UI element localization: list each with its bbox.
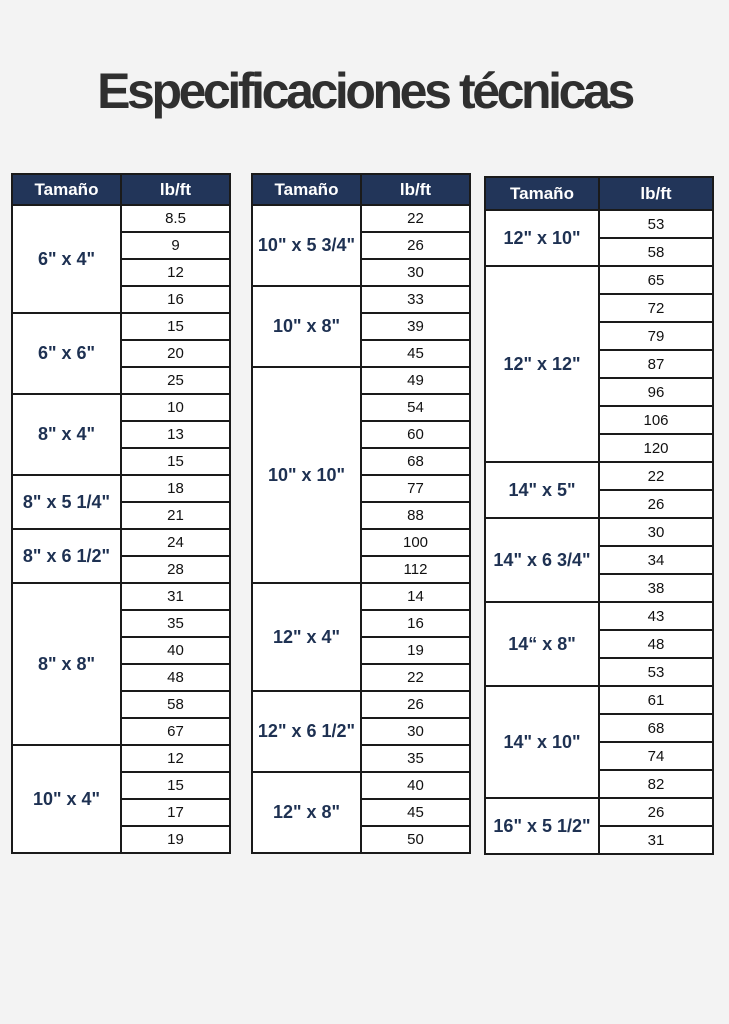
weight-cell: 40	[361, 772, 470, 799]
page-title: Especificaciones técnicas	[97, 63, 632, 119]
size-cell: 6" x 6"	[12, 313, 121, 394]
weight-cell: 106	[599, 406, 713, 434]
size-cell: 14" x 6 3/4"	[485, 518, 599, 602]
header-size: Tamaño	[485, 177, 599, 210]
table-row	[485, 686, 713, 714]
weight-cell: 26	[599, 798, 713, 826]
table-row	[12, 745, 230, 772]
spec-table-1	[11, 173, 231, 854]
weight-cell: 45	[361, 340, 470, 367]
weight-cell: 22	[361, 205, 470, 232]
weight-cell: 87	[599, 350, 713, 378]
weight-cell: 45	[361, 799, 470, 826]
size-cell: 8" x 4"	[12, 394, 121, 475]
weight-cell: 24	[121, 529, 230, 556]
weight-cell: 54	[361, 394, 470, 421]
table-row	[485, 602, 713, 630]
weight-cell: 49	[361, 367, 470, 394]
weight-cell: 30	[599, 518, 713, 546]
weight-cell: 33	[361, 286, 470, 313]
weight-cell: 31	[121, 583, 230, 610]
header-weight: lb/ft	[599, 177, 713, 210]
table-row	[485, 518, 713, 546]
table-row	[252, 367, 470, 394]
table-row	[12, 205, 230, 232]
weight-cell: 15	[121, 772, 230, 799]
weight-cell: 19	[361, 637, 470, 664]
weight-cell: 61	[599, 686, 713, 714]
weight-cell: 74	[599, 742, 713, 770]
table-row	[12, 475, 230, 502]
weight-cell: 17	[121, 799, 230, 826]
weight-cell: 120	[599, 434, 713, 462]
weight-cell: 26	[361, 691, 470, 718]
spec-table-3	[484, 176, 714, 855]
weight-cell: 16	[361, 610, 470, 637]
table-row	[252, 286, 470, 313]
weight-cell: 48	[599, 630, 713, 658]
weight-cell: 68	[361, 448, 470, 475]
weight-cell: 40	[121, 637, 230, 664]
size-cell: 12" x 12"	[485, 266, 599, 462]
weight-cell: 18	[121, 475, 230, 502]
weight-cell: 35	[121, 610, 230, 637]
weight-cell: 96	[599, 378, 713, 406]
weight-cell: 53	[599, 658, 713, 686]
weight-cell: 35	[361, 745, 470, 772]
weight-cell: 79	[599, 322, 713, 350]
table-row	[12, 583, 230, 610]
weight-cell: 15	[121, 448, 230, 475]
weight-cell: 12	[121, 745, 230, 772]
table-row	[252, 205, 470, 232]
weight-cell: 21	[121, 502, 230, 529]
weight-cell: 34	[599, 546, 713, 574]
size-cell: 10" x 8"	[252, 286, 361, 367]
table-row	[252, 772, 470, 799]
weight-cell: 65	[599, 266, 713, 294]
table-row	[12, 394, 230, 421]
weight-cell: 19	[121, 826, 230, 853]
size-cell: 10" x 5 3/4"	[252, 205, 361, 286]
weight-cell: 31	[599, 826, 713, 854]
weight-cell: 26	[361, 232, 470, 259]
size-cell: 8" x 5 1/4"	[12, 475, 121, 529]
weight-cell: 28	[121, 556, 230, 583]
weight-cell: 39	[361, 313, 470, 340]
size-cell: 12" x 6 1/2"	[252, 691, 361, 772]
weight-cell: 15	[121, 313, 230, 340]
weight-cell: 48	[121, 664, 230, 691]
weight-cell: 72	[599, 294, 713, 322]
weight-cell: 30	[361, 259, 470, 286]
weight-cell: 53	[599, 210, 713, 238]
table-row	[485, 798, 713, 826]
size-cell: 14" x 5"	[485, 462, 599, 518]
table-row	[252, 691, 470, 718]
weight-cell: 22	[599, 462, 713, 490]
weight-cell: 38	[599, 574, 713, 602]
table-row	[485, 210, 713, 238]
weight-cell: 58	[599, 238, 713, 266]
size-cell: 16" x 5 1/2"	[485, 798, 599, 854]
size-cell: 12" x 4"	[252, 583, 361, 691]
table-row	[485, 462, 713, 490]
weight-cell: 20	[121, 340, 230, 367]
size-cell: 12" x 8"	[252, 772, 361, 853]
size-cell: 12" x 10"	[485, 210, 599, 266]
size-cell: 8" x 8"	[12, 583, 121, 745]
weight-cell: 43	[599, 602, 713, 630]
weight-cell: 100	[361, 529, 470, 556]
header-weight: lb/ft	[121, 174, 230, 205]
weight-cell: 8.5	[121, 205, 230, 232]
weight-cell: 30	[361, 718, 470, 745]
weight-cell: 25	[121, 367, 230, 394]
weight-cell: 112	[361, 556, 470, 583]
weight-cell: 82	[599, 770, 713, 798]
size-cell: 10" x 10"	[252, 367, 361, 583]
weight-cell: 9	[121, 232, 230, 259]
size-cell: 8" x 6 1/2"	[12, 529, 121, 583]
weight-cell: 77	[361, 475, 470, 502]
size-cell: 14“ x 8"	[485, 602, 599, 686]
weight-cell: 67	[121, 718, 230, 745]
weight-cell: 58	[121, 691, 230, 718]
weight-cell: 14	[361, 583, 470, 610]
weight-cell: 50	[361, 826, 470, 853]
table-row	[485, 266, 713, 294]
size-cell: 14" x 10"	[485, 686, 599, 798]
size-cell: 6" x 4"	[12, 205, 121, 313]
weight-cell: 26	[599, 490, 713, 518]
weight-cell: 68	[599, 714, 713, 742]
header-size: Tamaño	[12, 174, 121, 205]
weight-cell: 12	[121, 259, 230, 286]
table-row	[12, 313, 230, 340]
table-row	[12, 529, 230, 556]
weight-cell: 22	[361, 664, 470, 691]
spec-table-2	[251, 173, 471, 854]
weight-cell: 16	[121, 286, 230, 313]
weight-cell: 13	[121, 421, 230, 448]
weight-cell: 10	[121, 394, 230, 421]
weight-cell: 60	[361, 421, 470, 448]
weight-cell: 88	[361, 502, 470, 529]
size-cell: 10" x 4"	[12, 745, 121, 853]
header-weight: lb/ft	[361, 174, 470, 205]
table-row	[252, 583, 470, 610]
header-size: Tamaño	[252, 174, 361, 205]
